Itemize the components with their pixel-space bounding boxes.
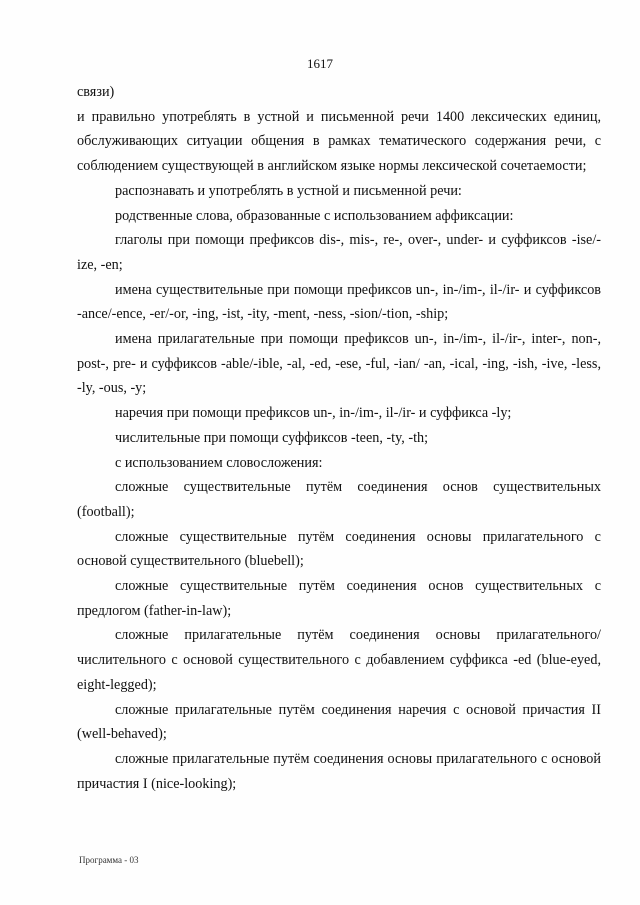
paragraph: имена прилагательные при помощи префиксов un-, in-/im-, il-/ir-, inter-, non-, post-, pre- и суффиксов -able/-ible, -al, -ed, -ese, -ful, -ian/ -an, -ical, -ing, -ish, -ive, -less, -ly, -ous, -y; — [77, 331, 601, 397]
paragraph: с использованием словосложения: — [115, 454, 323, 471]
paragraph: числительные при помощи суффиксов -teen, -ty, -th; — [115, 429, 429, 446]
paragraph: наречия при помощи префиксов un-, in-/im-, il-/ir- и суффикса -ly; — [115, 405, 512, 422]
paragraph: сложные прилагательные путём соединения основы прилагательного с основой причастия I (nice-looking); — [77, 750, 601, 792]
paragraph: сложные существительные путём соединения основ существительных (football); — [77, 479, 601, 520]
paragraph: сложные существительные путём соединения основ существительных с предлогом (father-in-law); — [77, 578, 601, 619]
footer-label: Программа - 03 — [79, 855, 139, 865]
paragraph: и правильно употреблять в устной и письменной речи 1400 лексических единиц, обслуживающих ситуации общения в рамках тематического содержания речи, с соблюдением существующей в английском языке нормы лексической сочетаемости; — [77, 108, 601, 175]
paragraph: сложные прилагательные путём соединения основы прилагательного/числительного с основой существительного с добавлением суффикса -ed (blue-eyed, eight-legged); — [77, 627, 601, 693]
paragraph: имена существительные при помощи префиксов un-, in-/im-, il-/ir- и суффиксов -ance/-ence, -er/-or, -ing, -ist, -ity, -ment, -ness, -sion/-tion, -ship; — [77, 281, 601, 323]
paragraph: сложные существительные путём соединения основы прилагательного с основой существительного (bluebell); — [77, 528, 601, 570]
paragraph: связи) — [77, 84, 115, 100]
paragraph: сложные прилагательные путём соединения наречия с основой причастия II (well-behaved); — [77, 701, 601, 743]
paragraph: глаголы при помощи префиксов dis-, mis-, re-, over-, under- и суффиксов -ise/-ize, -en; — [77, 232, 601, 273]
paragraph: распознавать и употреблять в устной и письменной речи: — [115, 182, 462, 199]
document-body — [77, 80, 601, 796]
paragraph: родственные слова, образованные с использованием аффиксации: — [115, 207, 514, 224]
page-number: 1617 — [307, 56, 333, 71]
